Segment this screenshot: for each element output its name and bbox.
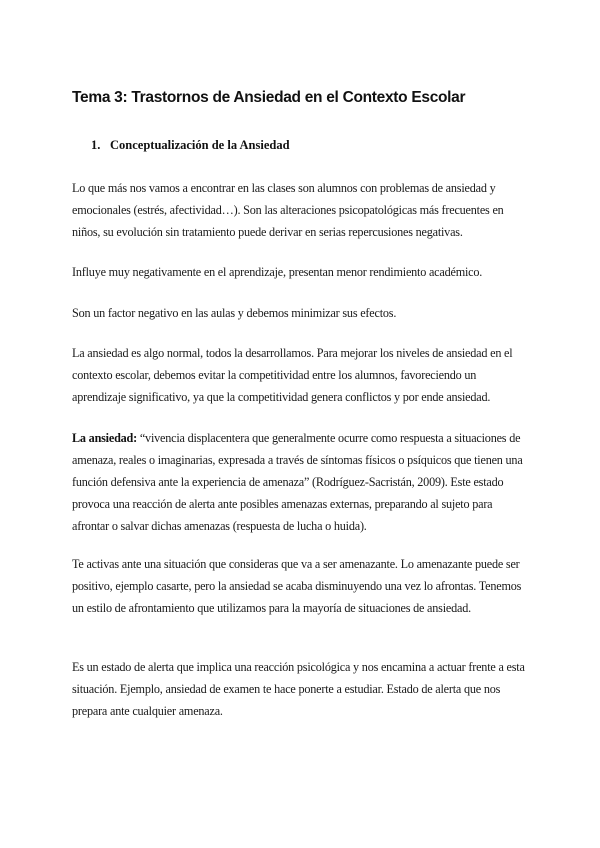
section-number: 1. [91,138,101,152]
definition-text: “vivencia displacentera que generalmente ocurre como respuesta a situaciones de amenaza, reales o imaginarias, expresada a través de síntomas físicos o psíquicos que tienen una función defensiva ante la experiencia de amenaza” (Rodríguez-Sacristán, 2009). Este estado provoca una reacción de alerta ante posibles amenazas externas, preparando al sujeto para afrontar o salvar dichas amenazas (respuesta de lucha o huida). [72,431,523,533]
paragraph-influence: Influye muy negativamente en el aprendizaje, presentan menor rendimiento académico. [72,265,483,279]
paragraph-intro: Lo que más nos vamos a encontrar en las clases son alumnos con problemas de ansiedad y emocionales (estrés, afectividad…). Son las alteraciones psicopatológicas más frecuentes en niños, su evolución sin tratamiento puede derivar en serias repercusiones negativas. [72,181,504,239]
document-title: Tema 3: Trastornos de Ansiedad en el Contexto Escolar [72,89,466,106]
paragraph-alert-state: Es un estado de alerta que implica una reacción psicológica y nos encamina a actuar frente a esta situación. Ejemplo, ansiedad de examen te hace ponerte a estudiar. Estado de alerta que nos prepara ante cualquier amenaza. [72,660,525,718]
paragraph-definition [72,427,532,537]
section-heading-text: Conceptualización de la Ansiedad [110,138,290,152]
paragraph-normal-anxiety: La ansiedad es algo normal, todos la desarrollamos. Para mejorar los niveles de ansiedad en el contexto escolar, debemos evitar la competitividad entre los alumnos, favoreciendo un aprendizaje significativo, ya que la competitividad genera conflictos y por ende ansiedad. [72,346,513,404]
paragraph-negative-factor: Son un factor negativo en las aulas y debemos minimizar sus efectos. [72,306,397,320]
section-heading [91,138,290,153]
definition-term: La ansiedad: [72,431,137,445]
paragraph-activation: Te activas ante una situación que consideras que va a ser amenazante. Lo amenazante puede ser positivo, ejemplo casarte, pero la ansiedad se acaba disminuyendo una vez lo afrontas. Tenemos un estilo de afrontamiento que utilizamos para la mayoría de situaciones de ansiedad. [72,557,522,615]
